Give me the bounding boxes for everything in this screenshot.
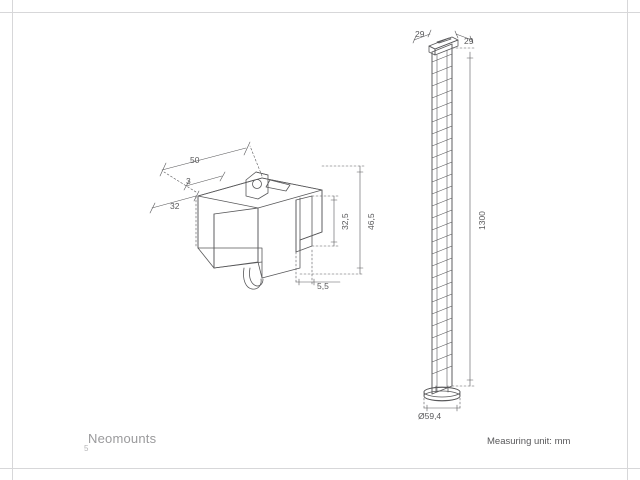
measuring-unit-note: Measuring unit: mm xyxy=(487,436,571,447)
dimension-label-height-46-5: 46,5 xyxy=(366,213,376,230)
dimension-label-width-50: 50 xyxy=(190,155,200,165)
cable-column-geometry xyxy=(424,37,460,401)
dimension-label-top-left-29: 29 xyxy=(415,29,425,39)
dimension-label-width-5-5: 5,5 xyxy=(317,281,329,291)
brand-name: Neomounts xyxy=(88,431,157,446)
dimension-label-top-right-29: 29 xyxy=(464,36,474,46)
clamp-bracket-geometry xyxy=(198,172,322,289)
brand-mark-glyph: 5 xyxy=(84,444,89,453)
dimension-label-depth-32: 32 xyxy=(170,201,180,211)
clamp-bracket-dimensions xyxy=(150,142,364,285)
dimension-label-column-height-1300: 1300 xyxy=(477,211,487,230)
dimension-label-base-diameter-59-4: Ø59,4 xyxy=(418,411,442,421)
dimension-label-height-32-5: 32,5 xyxy=(340,213,350,230)
cable-column-dimensions xyxy=(413,30,474,411)
dimension-label-thickness-3: 3 xyxy=(186,176,191,186)
